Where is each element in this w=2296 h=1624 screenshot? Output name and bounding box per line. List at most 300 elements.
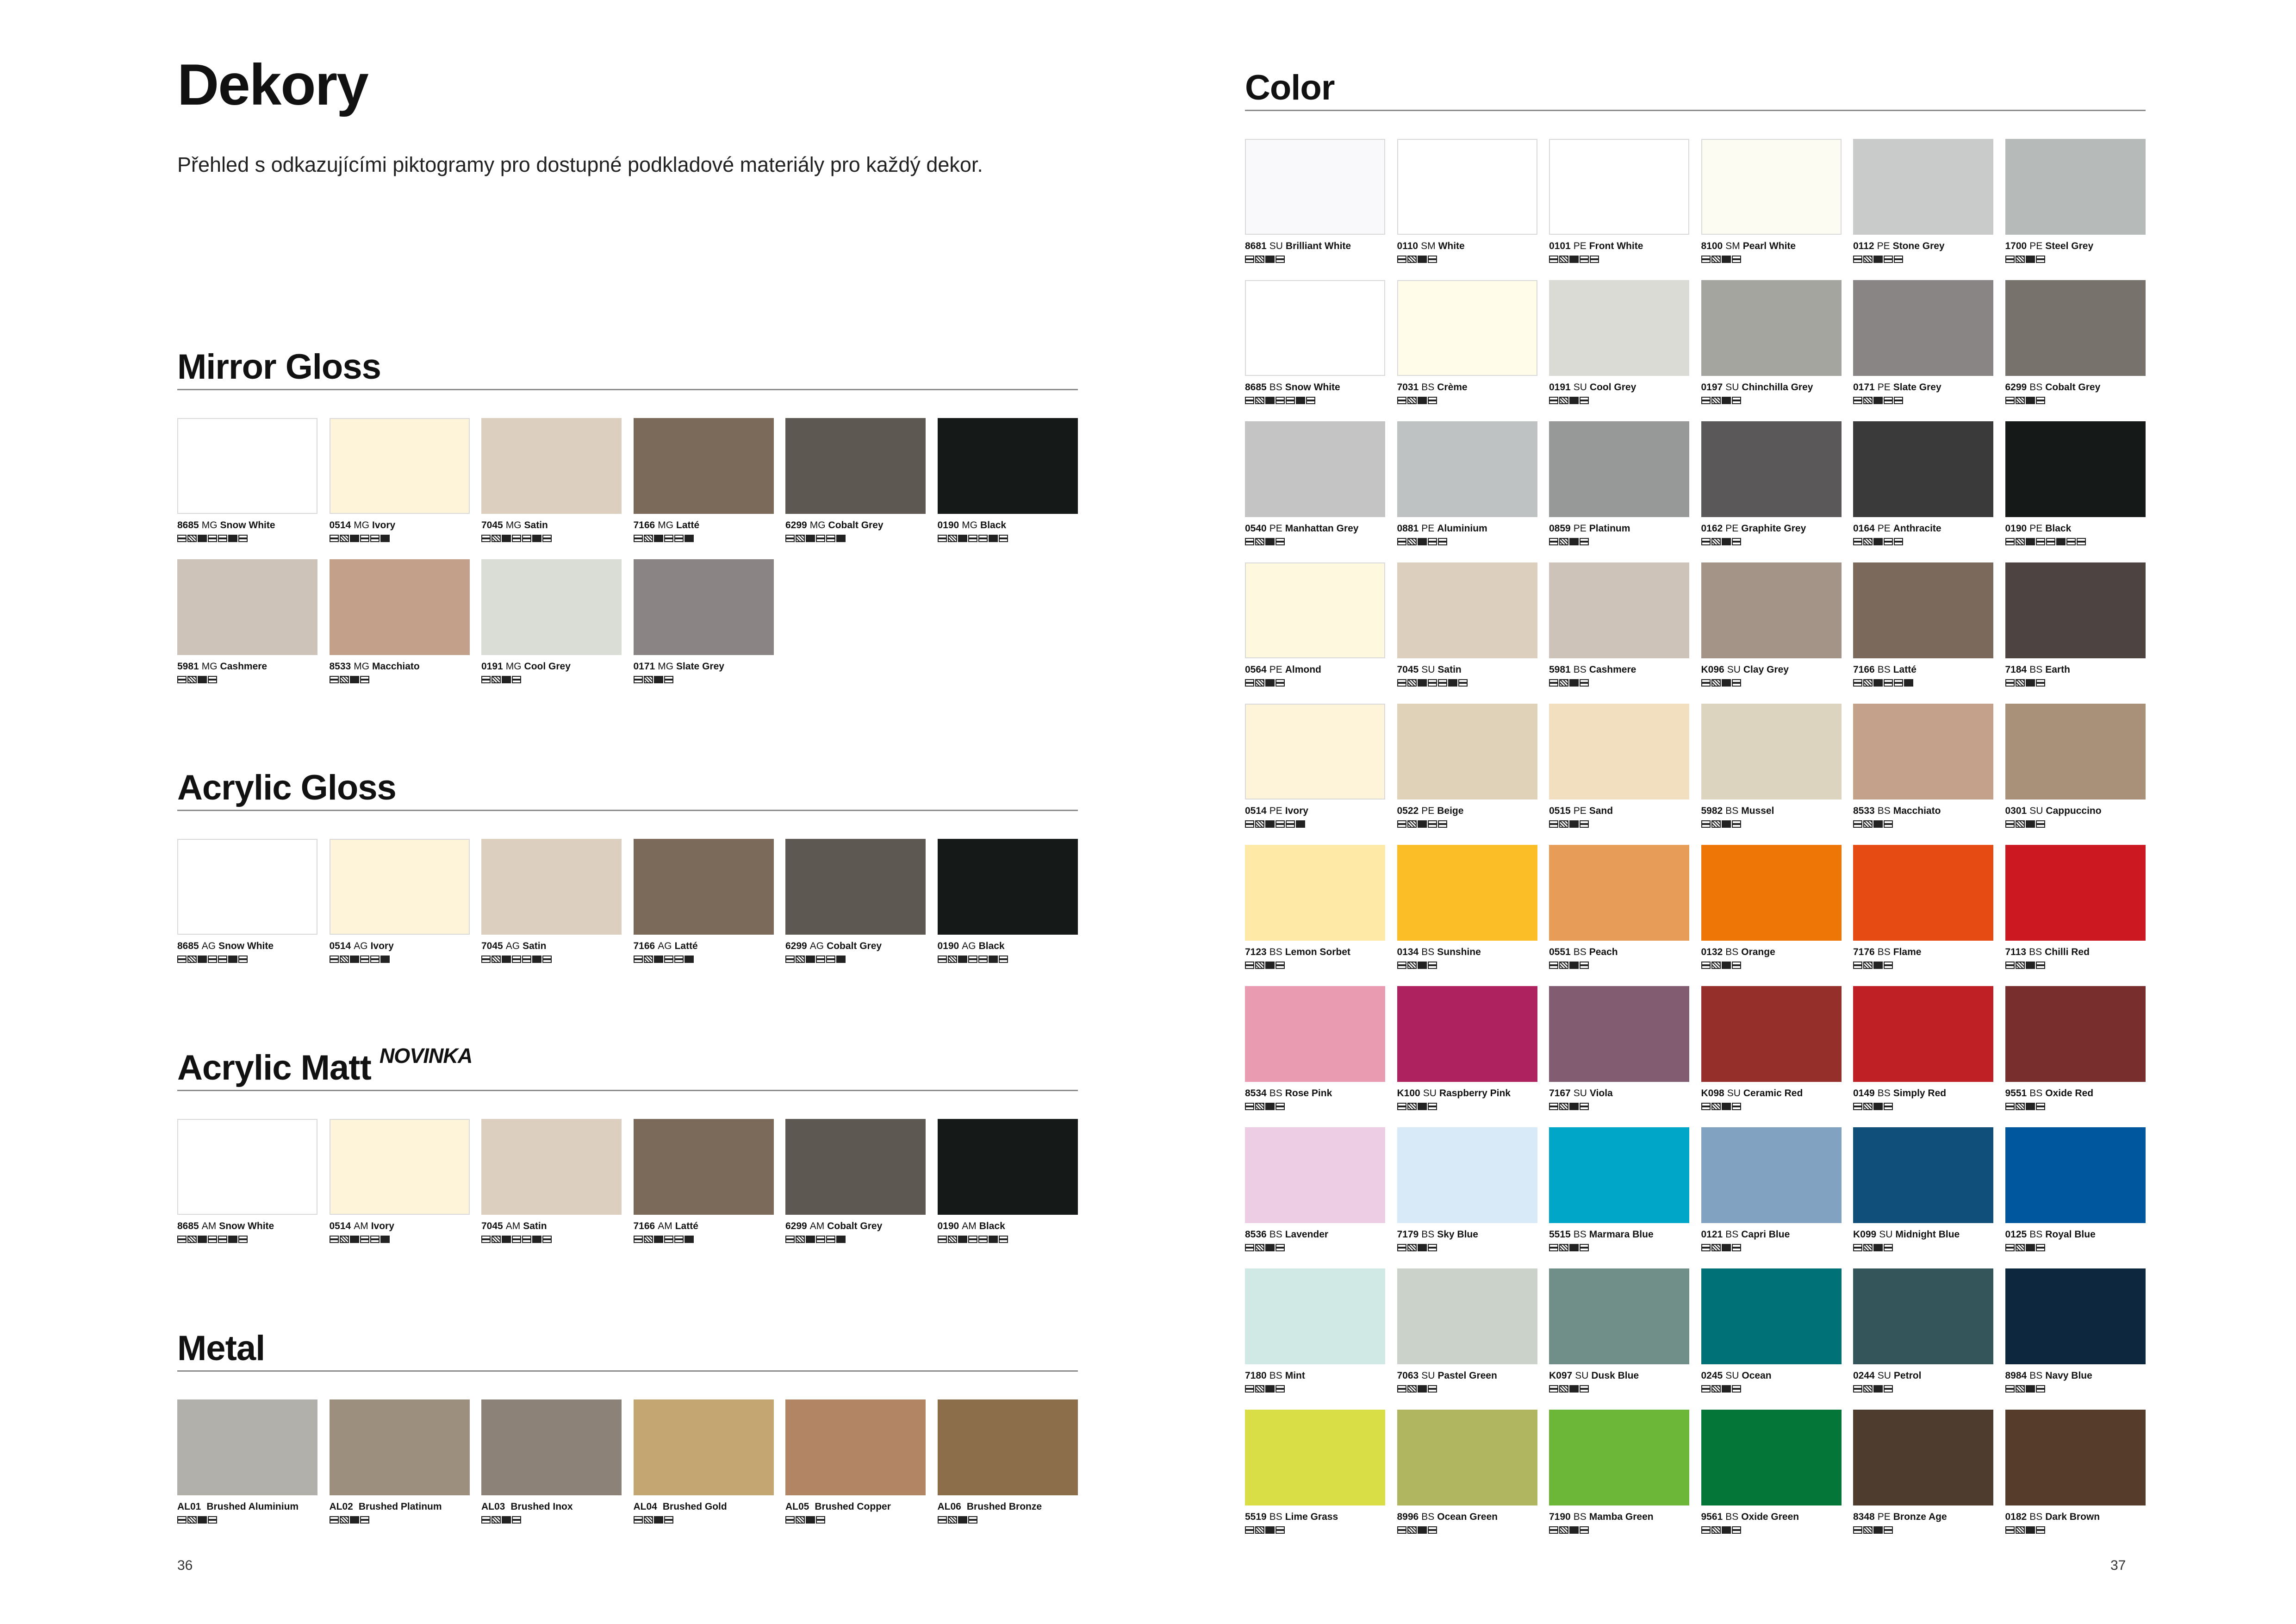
substrate-pictogram-icon (664, 1516, 673, 1524)
substrate-pictogram-icon (1853, 397, 1862, 404)
substrate-pictogram-icon (1863, 1526, 1873, 1534)
decor-code: 0162 (1701, 523, 1723, 534)
decor-code: AL01 (177, 1501, 201, 1512)
substrate-pictogram-icon (958, 1516, 967, 1524)
substrate-pictogram-icon (1549, 1244, 1558, 1251)
substrate-pictogram-icon (2005, 256, 2015, 263)
color-swatch (1549, 280, 1689, 376)
substrate-icons (1549, 256, 1689, 264)
substrate-pictogram-icon (796, 1236, 805, 1243)
color-swatch (1701, 704, 1842, 800)
decor-label (1701, 1229, 1842, 1241)
substrate-icons (1549, 962, 1689, 970)
color-swatch (634, 1399, 774, 1495)
substrate-pictogram-icon (664, 956, 673, 963)
decor-tile (1397, 139, 1537, 280)
substrate-pictogram-icon (968, 1236, 977, 1243)
section-title-text: Acrylic Gloss (177, 768, 396, 807)
decor-family: AG (505, 941, 520, 951)
decor-label (634, 1501, 774, 1513)
color-swatch (1549, 1268, 1689, 1364)
decor-label (1853, 1229, 1993, 1241)
decor-name: Cobalt Grey (827, 941, 882, 951)
decor-tile (785, 1119, 926, 1260)
substrate-pictogram-icon (1428, 679, 1437, 687)
decor-family: BS (2029, 1370, 2043, 1381)
substrate-pictogram-icon (2005, 397, 2015, 404)
substrate-pictogram-icon (1701, 397, 1711, 404)
decor-name: Chinchilla Grey (1742, 382, 1813, 393)
substrate-pictogram-icon (1397, 820, 1406, 828)
substrate-pictogram-icon (187, 535, 197, 542)
section-color (1245, 58, 2146, 1551)
substrate-pictogram-icon (816, 535, 825, 542)
decor-name: White (1438, 241, 1465, 251)
substrate-pictogram-icon (1265, 1385, 1275, 1393)
substrate-pictogram-icon (1418, 538, 1427, 545)
decor-tile (177, 559, 317, 700)
substrate-pictogram-icon (664, 1236, 673, 1243)
substrate-pictogram-icon (2036, 397, 2045, 404)
decor-tile (177, 1119, 317, 1260)
substrate-pictogram-icon (1265, 1526, 1275, 1534)
substrate-pictogram-icon (2036, 1103, 2045, 1110)
color-swatch (1549, 704, 1689, 800)
substrate-pictogram-icon (2036, 820, 2045, 828)
substrate-icons (330, 676, 470, 684)
decor-label (1853, 381, 1993, 394)
decor-family: BS (2029, 664, 2043, 675)
substrate-pictogram-icon (948, 1236, 957, 1243)
substrate-pictogram-icon (1438, 679, 1447, 687)
color-swatch (1701, 562, 1842, 658)
substrate-pictogram-icon (1245, 397, 1254, 404)
substrate-icons (938, 956, 1078, 964)
substrate-pictogram-icon (1549, 538, 1558, 545)
decor-family: BS (1421, 382, 1435, 393)
substrate-pictogram-icon (2036, 679, 2045, 687)
substrate-pictogram-icon (978, 956, 988, 963)
substrate-pictogram-icon (634, 1236, 643, 1243)
section-mirror-gloss (177, 337, 1078, 700)
substrate-pictogram-icon (2005, 679, 2015, 687)
decor-label (1245, 1087, 1385, 1099)
decor-name: Orange (1741, 947, 1775, 957)
decor-label (2005, 1511, 2146, 1523)
substrate-pictogram-icon (1276, 679, 1285, 687)
substrate-pictogram-icon (1722, 538, 1731, 545)
decor-family: MG (658, 661, 674, 672)
substrate-pictogram-icon (1711, 538, 1721, 545)
decor-label (1853, 664, 1993, 676)
substrate-pictogram-icon (1276, 397, 1285, 404)
substrate-pictogram-icon (2026, 256, 2035, 263)
substrate-pictogram-icon (1245, 679, 1254, 687)
substrate-pictogram-icon (1428, 1103, 1437, 1110)
decor-tile (785, 839, 926, 980)
decor-name: Clay Grey (1743, 664, 1789, 675)
new-badge: NOVINKA (379, 1044, 473, 1068)
decor-tile (2005, 704, 2146, 845)
color-swatch (2005, 280, 2146, 376)
substrate-pictogram-icon (1245, 1103, 1254, 1110)
color-swatch (2005, 986, 2146, 1082)
substrate-pictogram-icon (1873, 1385, 1883, 1393)
substrate-icons (1397, 962, 1537, 970)
substrate-pictogram-icon (2026, 962, 2035, 969)
substrate-pictogram-icon (2016, 397, 2025, 404)
decor-code: 7167 (1549, 1088, 1571, 1099)
substrate-pictogram-icon (1245, 256, 1254, 263)
substrate-pictogram-icon (360, 956, 369, 963)
substrate-pictogram-icon (1580, 1103, 1589, 1110)
substrate-pictogram-icon (1559, 820, 1568, 828)
substrate-pictogram-icon (1407, 962, 1417, 969)
decor-name: Navy Blue (2045, 1370, 2092, 1381)
substrate-pictogram-icon (2036, 1385, 2045, 1393)
decor-name: Simply Red (1893, 1088, 1947, 1099)
substrate-pictogram-icon (2016, 256, 2025, 263)
substrate-pictogram-icon (1711, 1526, 1721, 1534)
decor-family: MG (505, 661, 522, 672)
substrate-pictogram-icon (1884, 679, 1893, 687)
substrate-pictogram-icon (1884, 1526, 1893, 1534)
decor-family: SU (1725, 1370, 1739, 1381)
substrate-icons (938, 1516, 1078, 1524)
decor-name: Black (978, 941, 1005, 951)
decor-name: Ivory (1285, 806, 1308, 816)
substrate-pictogram-icon (522, 956, 531, 963)
substrate-pictogram-icon (187, 1236, 197, 1243)
decor-tile (1853, 1410, 1993, 1551)
substrate-pictogram-icon (1549, 1103, 1558, 1110)
decor-tile (481, 559, 622, 700)
decor-name: Marmara Blue (1589, 1229, 1654, 1240)
substrate-pictogram-icon (218, 1236, 227, 1243)
substrate-pictogram-icon (674, 956, 684, 963)
substrate-pictogram-icon (1265, 397, 1275, 404)
substrate-pictogram-icon (1722, 256, 1731, 263)
substrate-icons (177, 1516, 317, 1524)
substrate-pictogram-icon (785, 1236, 795, 1243)
substrate-pictogram-icon (1407, 1526, 1417, 1534)
decor-label (1549, 664, 1689, 676)
color-swatch (2005, 1410, 2146, 1505)
substrate-pictogram-icon (1265, 820, 1275, 828)
decor-code: 7179 (1397, 1229, 1419, 1240)
decor-name: Peach (1589, 947, 1618, 957)
color-swatch (1397, 421, 1537, 517)
substrate-icons (1701, 256, 1842, 264)
substrate-pictogram-icon (1245, 820, 1254, 828)
color-swatch (785, 1399, 926, 1495)
substrate-pictogram-icon (1722, 397, 1731, 404)
substrate-icons (1701, 397, 1842, 405)
decor-family: BS (1573, 947, 1587, 957)
substrate-icons (2005, 1103, 2146, 1111)
substrate-pictogram-icon (350, 676, 359, 683)
decor-tile (481, 1399, 622, 1541)
decor-family: SU (1573, 382, 1587, 393)
substrate-pictogram-icon (644, 956, 653, 963)
substrate-pictogram-icon (2005, 1103, 2015, 1110)
decor-label (1701, 523, 1842, 535)
substrate-pictogram-icon (2046, 538, 2055, 545)
substrate-pictogram-icon (836, 535, 846, 542)
substrate-pictogram-icon (370, 1236, 380, 1243)
decor-tile (1245, 986, 1385, 1127)
decor-name: Brushed Inox (510, 1501, 573, 1512)
substrate-pictogram-icon (2077, 538, 2086, 545)
substrate-pictogram-icon (644, 1236, 653, 1243)
color-swatch (1853, 845, 1993, 941)
section-header (1245, 58, 2146, 111)
substrate-pictogram-icon (1276, 1526, 1285, 1534)
color-swatch (1701, 1127, 1842, 1223)
decor-tile (1397, 1410, 1537, 1551)
decor-label (2005, 240, 2146, 252)
color-swatch (330, 1119, 470, 1215)
substrate-icons (1853, 1526, 1993, 1535)
substrate-pictogram-icon (502, 956, 511, 963)
substrate-pictogram-icon (1255, 1526, 1264, 1534)
decor-name: Satin (523, 1221, 547, 1231)
substrate-pictogram-icon (481, 956, 491, 963)
substrate-icons (1245, 538, 1385, 546)
substrate-pictogram-icon (1397, 1103, 1406, 1110)
substrate-pictogram-icon (1255, 538, 1264, 545)
decor-family: BS (1269, 1229, 1282, 1240)
substrate-pictogram-icon (1722, 679, 1731, 687)
substrate-pictogram-icon (2036, 1244, 2045, 1251)
substrate-pictogram-icon (978, 535, 988, 542)
decor-tile (2005, 845, 2146, 986)
section-header (177, 1318, 1078, 1372)
section-title-text: Acrylic Matt (177, 1048, 371, 1087)
substrate-pictogram-icon (1407, 256, 1417, 263)
color-swatch (2005, 562, 2146, 658)
substrate-icons (634, 535, 774, 543)
decor-code: 8348 (1853, 1512, 1875, 1522)
substrate-pictogram-icon (380, 1236, 390, 1243)
decor-code: 7045 (481, 520, 503, 531)
substrate-pictogram-icon (1265, 679, 1275, 687)
decor-tile (177, 839, 317, 980)
decor-code: 0522 (1397, 806, 1419, 816)
decor-tile (1549, 280, 1689, 421)
substrate-pictogram-icon (1448, 679, 1457, 687)
decor-family: BS (1421, 1512, 1435, 1522)
decor-name: Brushed Copper (815, 1501, 891, 1512)
decor-label (1397, 1229, 1537, 1241)
decor-label (1701, 805, 1842, 817)
decor-family: MG (809, 520, 826, 531)
substrate-pictogram-icon (2026, 538, 2035, 545)
decor-tile (1701, 704, 1842, 845)
decor-family: AG (354, 941, 368, 951)
substrate-icons (1549, 820, 1689, 829)
decor-label (1701, 664, 1842, 676)
substrate-pictogram-icon (634, 1516, 643, 1524)
substrate-pictogram-icon (492, 676, 501, 683)
decor-tile (938, 839, 1078, 980)
substrate-icons (1701, 962, 1842, 970)
substrate-icons (2005, 1244, 2146, 1252)
substrate-pictogram-icon (2016, 679, 2025, 687)
color-swatch (1853, 1127, 1993, 1223)
decor-label (634, 1220, 774, 1232)
color-swatch (785, 1119, 926, 1215)
substrate-pictogram-icon (1559, 1385, 1568, 1393)
substrate-pictogram-icon (1904, 679, 1913, 687)
decor-label (1549, 1370, 1689, 1382)
substrate-pictogram-icon (2026, 1244, 2035, 1251)
decor-family: PE (1421, 523, 1435, 534)
decor-label (1701, 1370, 1842, 1382)
substrate-pictogram-icon (1306, 397, 1315, 404)
substrate-pictogram-icon (684, 1236, 694, 1243)
decor-code: 7123 (1245, 947, 1267, 957)
substrate-pictogram-icon (1863, 1103, 1873, 1110)
substrate-pictogram-icon (1873, 1244, 1883, 1251)
substrate-pictogram-icon (360, 676, 369, 683)
decor-family: BS (1269, 1088, 1282, 1099)
decor-name: Lavender (1285, 1229, 1329, 1240)
section-title-text: Metal (177, 1329, 265, 1368)
substrate-pictogram-icon (684, 535, 694, 542)
substrate-pictogram-icon (1255, 679, 1264, 687)
decor-family: BS (1877, 947, 1891, 957)
substrate-icons (1701, 1244, 1842, 1252)
decor-tile (1397, 704, 1537, 845)
decor-family: SU (1573, 1088, 1587, 1099)
decor-code: 0515 (1549, 806, 1571, 816)
decor-tile (330, 1119, 470, 1260)
decor-name: Chilli Red (2045, 947, 2090, 957)
decor-label (177, 1501, 317, 1513)
decor-tile (1853, 1268, 1993, 1410)
color-swatch (1701, 421, 1842, 517)
decor-name: Satin (523, 941, 547, 951)
decor-family: SU (1877, 1370, 1891, 1381)
decor-tile (1701, 1410, 1842, 1551)
substrate-pictogram-icon (1276, 962, 1285, 969)
substrate-icons (177, 535, 317, 543)
decor-tile (1397, 1268, 1537, 1410)
decor-name: Manhattan Grey (1285, 523, 1359, 534)
decor-tile (1245, 562, 1385, 704)
decor-family: AM (201, 1221, 217, 1231)
decor-label (785, 940, 926, 952)
substrate-pictogram-icon (177, 956, 187, 963)
substrate-pictogram-icon (340, 1236, 349, 1243)
substrate-pictogram-icon (1245, 1385, 1254, 1393)
substrate-pictogram-icon (1884, 1244, 1893, 1251)
substrate-icons (1701, 679, 1842, 687)
substrate-pictogram-icon (1863, 962, 1873, 969)
substrate-pictogram-icon (481, 676, 491, 683)
decor-name: Aluminium (1437, 523, 1487, 534)
decor-code: AL06 (937, 1501, 961, 1512)
section-header (177, 1038, 1078, 1091)
substrate-pictogram-icon (1255, 820, 1264, 828)
substrate-pictogram-icon (350, 1516, 359, 1524)
decor-name: Lime Grass (1285, 1512, 1338, 1522)
substrate-pictogram-icon (502, 535, 511, 542)
decor-code: K096 (1701, 664, 1724, 675)
decor-code: 0164 (1853, 523, 1875, 534)
swatch-grid (177, 418, 1078, 700)
substrate-pictogram-icon (1255, 1244, 1264, 1251)
decor-label (1549, 1511, 1689, 1523)
substrate-pictogram-icon (1732, 1526, 1741, 1534)
substrate-pictogram-icon (1873, 1103, 1883, 1110)
decor-code: 7166 (1853, 664, 1875, 675)
decor-label (2005, 805, 2146, 817)
substrate-pictogram-icon (1407, 1244, 1417, 1251)
substrate-pictogram-icon (1407, 538, 1417, 545)
decor-name: Ivory (370, 941, 394, 951)
substrate-pictogram-icon (654, 1236, 663, 1243)
substrate-pictogram-icon (1732, 1103, 1741, 1110)
decor-tile (938, 1119, 1078, 1260)
decor-name: Latté (1893, 664, 1916, 675)
decor-tile (1549, 1127, 1689, 1268)
substrate-pictogram-icon (1428, 256, 1437, 263)
decor-label (1701, 946, 1842, 958)
substrate-pictogram-icon (806, 1516, 815, 1524)
decor-label (177, 661, 317, 673)
decor-label (177, 1220, 317, 1232)
decor-code: 0121 (1701, 1229, 1723, 1240)
section-title (177, 347, 381, 387)
decor-name: Brilliant White (1285, 241, 1351, 251)
substrate-pictogram-icon (1711, 1103, 1721, 1110)
decor-family: BS (1421, 947, 1435, 957)
decor-name: Macchiato (1893, 806, 1941, 816)
decor-tile (1853, 704, 1993, 845)
substrate-pictogram-icon (1569, 1526, 1579, 1534)
substrate-pictogram-icon (1559, 538, 1568, 545)
substrate-pictogram-icon (1397, 256, 1406, 263)
color-swatch (1245, 986, 1385, 1082)
substrate-pictogram-icon (1853, 820, 1862, 828)
substrate-pictogram-icon (1265, 962, 1275, 969)
color-swatch (481, 418, 622, 514)
decor-tile (1701, 1268, 1842, 1410)
substrate-icons (1549, 538, 1689, 546)
decor-name: Raspberry Pink (1439, 1088, 1511, 1099)
decor-family: PE (1573, 523, 1587, 534)
decor-label (2005, 1087, 2146, 1099)
decor-code: K098 (1701, 1088, 1724, 1099)
substrate-pictogram-icon (532, 535, 541, 542)
decor-code: K099 (1853, 1229, 1877, 1240)
substrate-icons (938, 535, 1078, 543)
decor-code: 1700 (2005, 241, 2027, 251)
decor-name: Dusk Blue (1591, 1370, 1639, 1381)
swatch-grid (1245, 139, 2146, 1551)
decor-code: 8533 (1853, 806, 1875, 816)
substrate-pictogram-icon (1701, 538, 1711, 545)
decor-label (1397, 381, 1537, 394)
decor-code: 0101 (1549, 241, 1571, 251)
decor-tile (634, 418, 774, 559)
substrate-pictogram-icon (1863, 1244, 1873, 1251)
substrate-pictogram-icon (1245, 1526, 1254, 1534)
decor-family: MG (354, 661, 370, 672)
substrate-pictogram-icon (198, 676, 207, 683)
